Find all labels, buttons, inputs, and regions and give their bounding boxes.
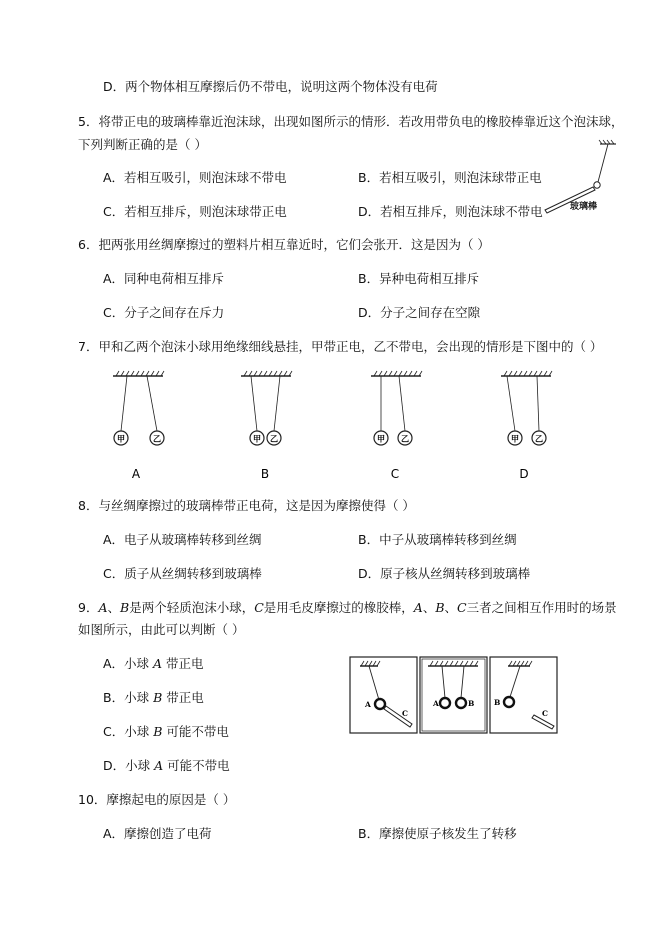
svg-text:甲: 甲 — [253, 434, 261, 444]
q9-option-c: C．小球 B 可能不带电 — [103, 724, 229, 739]
q8-stem: 8．与丝绸摩擦过的玻璃棒带正电荷，这是因为摩擦使得（ ） — [78, 498, 415, 513]
q8-option-b: B．中子从玻璃棒转移到丝绸 — [358, 532, 517, 547]
svg-text:A: A — [365, 700, 371, 709]
q5-option-a: A．若相互吸引，则泡沫球不带电 — [103, 170, 287, 185]
svg-text:乙: 乙 — [153, 434, 161, 444]
q10-stem: 10．摩擦起电的原因是（ ） — [78, 792, 236, 807]
q8-option-c: C．质子从丝绸转移到玻璃棒 — [103, 566, 262, 581]
q9-option-a: A．小球 A 带正电 — [103, 656, 204, 671]
q9-stem-line2: 如图所示，由此可以判断（ ） — [78, 622, 245, 637]
svg-text:C: C — [402, 709, 408, 718]
q9-figure — [348, 654, 560, 736]
q9-panel-1 — [350, 657, 417, 733]
q7-label-c: C — [390, 467, 400, 481]
q5-option-d: D．若相互排斥，则泡沫球不带电 — [358, 204, 543, 219]
svg-text:甲: 甲 — [377, 434, 385, 444]
q9-stem-line1: 9．A、B是两个轻质泡沫小球，C是用毛皮摩擦过的橡胶棒，A、B、C三者之间相互作用时的场景 — [78, 600, 617, 615]
q10-option-b: B．摩擦使原子核发生了转移 — [358, 826, 517, 841]
svg-text:乙: 乙 — [535, 434, 543, 444]
q5-figure — [540, 138, 620, 218]
svg-text:乙: 乙 — [270, 434, 278, 444]
svg-text:C: C — [542, 709, 548, 718]
q10-option-a: A．摩擦创造了电荷 — [103, 826, 212, 841]
q7-figures — [105, 368, 565, 486]
q6-option-d: D．分子之间存在空隙 — [358, 305, 481, 320]
svg-text:甲: 甲 — [117, 434, 125, 444]
q7-figure-c — [371, 371, 422, 481]
q7-figure-a — [113, 371, 164, 481]
svg-text:甲: 甲 — [511, 434, 519, 444]
q7-stem: 7．甲和乙两个泡沫小球用绝缘细线悬挂，甲带正电，乙不带电，会出现的情形是下图中的（ ） — [78, 339, 603, 354]
q5-foam-ball — [594, 182, 600, 188]
svg-text:A: A — [433, 699, 439, 708]
q7-label-d: D — [519, 467, 529, 481]
svg-text:B: B — [494, 698, 501, 707]
q8-option-a: A．电子从玻璃棒转移到丝绸 — [103, 532, 262, 547]
q5-rod-label: 玻璃棒 — [570, 202, 598, 212]
q9-option-d: D．小球 A 可能不带电 — [103, 758, 230, 773]
q6-option-c: C．分子之间存在斥力 — [103, 305, 225, 320]
q9-panel-2 — [420, 657, 487, 733]
q5-stem-line1: 5．将带正电的玻璃棒靠近泡沫球，出现如图所示的情形．若改用带负电的橡胶棒靠近这个泡沫球， — [78, 114, 624, 129]
q4-option-d: D．两个物体相互摩擦后仍不带电，说明这两个物体没有电荷 — [103, 79, 438, 94]
q9-panel-3 — [490, 657, 557, 733]
q5-stem-line2: 下列判断正确的是（ ） — [78, 137, 207, 152]
q6-stem: 6．把两张用丝绸摩擦过的塑料片相互靠近时，它们会张开．这是因为（ ） — [78, 237, 490, 252]
q7-label-a: A — [131, 467, 141, 481]
q7-label-b: B — [260, 467, 270, 481]
q5-option-b: B．若相互吸引，则泡沫球带正电 — [358, 170, 542, 185]
q9-option-b: B．小球 B 带正电 — [103, 690, 204, 705]
svg-text:乙: 乙 — [401, 434, 409, 444]
q6-option-b: B．异种电荷相互排斥 — [358, 271, 480, 286]
q8-option-d: D．原子核从丝绸转移到玻璃棒 — [358, 566, 531, 581]
svg-text:B: B — [468, 699, 475, 708]
q6-option-a: A．同种电荷相互排斥 — [103, 271, 225, 286]
q5-option-c: C．若相互排斥，则泡沫球带正电 — [103, 204, 287, 219]
q7-figure-d — [501, 371, 552, 481]
q7-figure-b — [241, 371, 292, 481]
